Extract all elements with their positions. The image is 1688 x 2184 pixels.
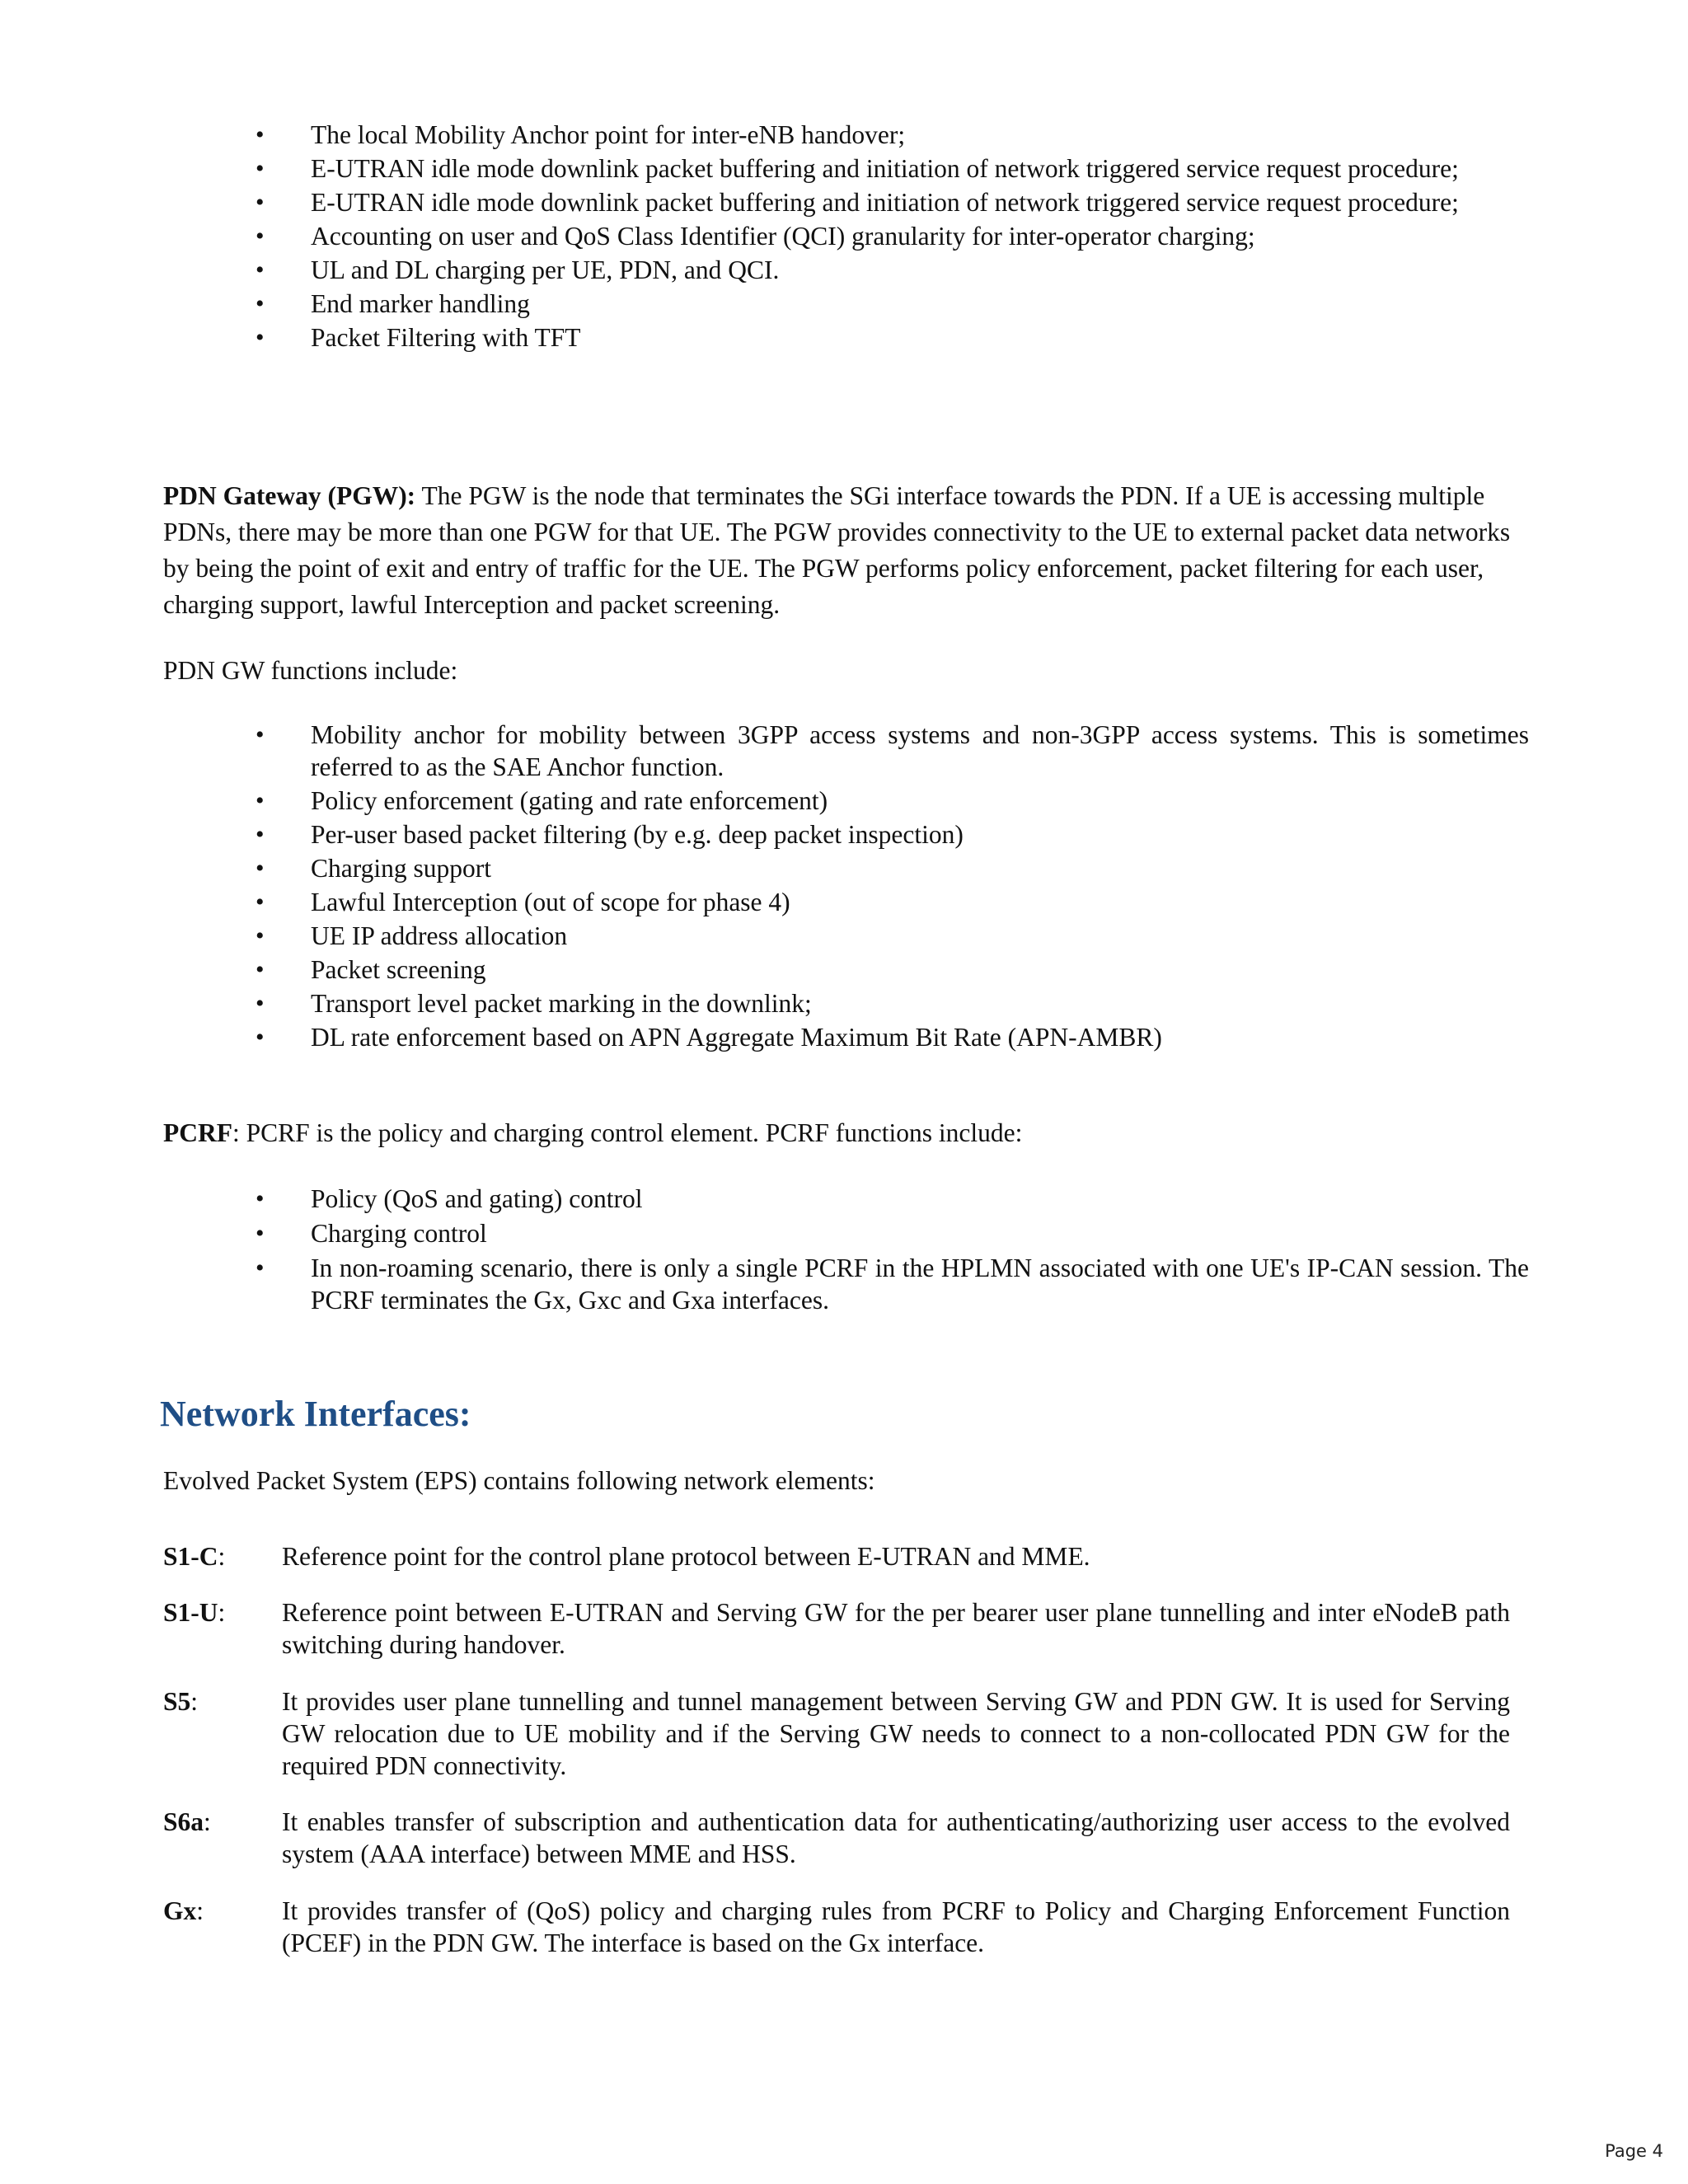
interface-description: Reference point between E-UTRAN and Serving GW for the per bearer user plane tunnelling and inter eNodeB path switching during handover.	[282, 1598, 1510, 1659]
bullet-icon: •	[256, 155, 265, 182]
pcrf-function-list	[256, 1183, 1529, 1316]
interface-description: It enables transfer of subscription and authentication data for authenticating/authorizing user access to the evolved system (AAA interface) between MME and HSS.	[282, 1807, 1510, 1868]
bullet-icon: •	[256, 1024, 265, 1051]
interface-term: S1-C:	[163, 1542, 226, 1571]
list-item: • Accounting on user and QoS Class Identifier (QCI) granularity for inter-operator charging;	[256, 222, 1255, 251]
pgw-function-list	[256, 719, 1529, 1053]
bullet-icon: •	[256, 855, 265, 882]
list-item: • Mobility anchor for mobility between 3GPP access systems and non-3GPP access systems. This is sometimes referred to as the SAE Anchor function.	[256, 720, 1529, 781]
bullet-icon: •	[256, 290, 265, 317]
bullet-icon: •	[256, 787, 265, 814]
list-item: • In non-roaming scenario, there is only a single PCRF in the HPLMN associated with one UE's IP-CAN session. The PCRF terminates the Gx, Gxc and Gxa interfaces.	[256, 1254, 1529, 1315]
bullet-icon: •	[256, 1185, 265, 1212]
interface-term: S1-U:	[163, 1598, 226, 1627]
pgw-title: PDN Gateway (PGW):	[163, 481, 416, 510]
bullet-icon: •	[256, 223, 265, 250]
interface-s6a	[163, 1806, 1510, 1870]
list-item: • Transport level packet marking in the downlink;	[256, 989, 812, 1018]
interface-term: Gx:	[163, 1896, 204, 1925]
sgw-function-list	[256, 119, 1529, 354]
interface-s1-u	[163, 1596, 1510, 1661]
bullet-icon: •	[256, 189, 265, 216]
interface-term: S6a:	[163, 1807, 211, 1836]
pgw-paragraph	[163, 478, 1531, 623]
bullet-icon: •	[256, 1220, 265, 1247]
list-item: • UL and DL charging per UE, PDN, and QCI.	[256, 255, 780, 284]
section-heading: Network Interfaces:	[160, 1394, 471, 1434]
interface-s5	[163, 1685, 1510, 1782]
list-item: • Packet screening	[256, 955, 486, 984]
list-item: • Policy (QoS and gating) control	[256, 1184, 643, 1213]
bullet-icon: •	[256, 256, 265, 284]
pcrf-body: : PCRF is the policy and charging control element. PCRF functions include:	[232, 1118, 1023, 1147]
pgw-body: The PGW is the node that terminates the SGi interface towards the PDN. If a UE is accessing multiple PDNs, there may be more than one PGW for that UE. The PGW provides connectivity to the UE to external packet data networks by being the point of exit and entry of traffic for the UE. The PGW performs policy enforcement, packet filtering for each user, charging support, lawful Interception and packet screening.	[163, 481, 1511, 619]
bullet-icon: •	[256, 922, 265, 949]
list-item: • UE IP address allocation	[256, 921, 568, 950]
interface-description: Reference point for the control plane protocol between E-UTRAN and MME.	[282, 1542, 1090, 1571]
list-item: • The local Mobility Anchor point for inter-eNB handover;	[256, 120, 906, 149]
interface-gx	[163, 1895, 1510, 1959]
interface-description: It provides transfer of (QoS) policy and charging rules from PCRF to Policy and Charging Enforcement Function (PCEF) in the PDN GW. The interface is based on the Gx interface.	[282, 1896, 1510, 1957]
list-item: • Packet Filtering with TFT	[256, 323, 581, 352]
list-item: • Per-user based packet filtering (by e.g. deep packet inspection)	[256, 820, 964, 849]
list-item: • DL rate enforcement based on APN Aggregate Maximum Bit Rate (APN-AMBR)	[256, 1023, 1162, 1052]
eps-intro: Evolved Packet System (EPS) contains following network elements:	[163, 1466, 875, 1495]
pgw-functions-intro: PDN GW functions include:	[163, 656, 458, 685]
pcrf-paragraph	[163, 1115, 1531, 1151]
interface-s1-c	[163, 1540, 1510, 1572]
bullet-icon: •	[256, 821, 265, 848]
list-item: • Lawful Interception (out of scope for phase 4)	[256, 888, 790, 916]
list-item: • Charging support	[256, 854, 492, 883]
bullet-icon: •	[256, 1254, 265, 1282]
bullet-icon: •	[256, 956, 265, 983]
bullet-icon: •	[256, 121, 265, 148]
bullet-icon: •	[256, 990, 265, 1017]
bullet-icon: •	[256, 888, 265, 916]
page-number: Page 4	[1605, 2141, 1663, 2161]
interface-term: S5:	[163, 1687, 199, 1716]
bullet-icon: •	[256, 721, 265, 748]
list-item: • E-UTRAN idle mode downlink packet buffering and initiation of network triggered service request procedure;	[256, 188, 1459, 217]
list-item: • Charging control	[256, 1219, 487, 1248]
list-item: • E-UTRAN idle mode downlink packet buffering and initiation of network triggered service request procedure;	[256, 154, 1459, 183]
bullet-icon: •	[256, 324, 265, 351]
list-item: • Policy enforcement (gating and rate enforcement)	[256, 786, 828, 815]
list-item: • End marker handling	[256, 289, 530, 318]
pcrf-title: PCRF	[163, 1118, 232, 1147]
interface-description: It provides user plane tunnelling and tunnel management between Serving GW and PDN GW. It is used for Serving GW relocation due to UE mobility and if the Serving GW needs to connect to a non-collocated PDN GW for the required PDN connectivity.	[282, 1687, 1510, 1780]
